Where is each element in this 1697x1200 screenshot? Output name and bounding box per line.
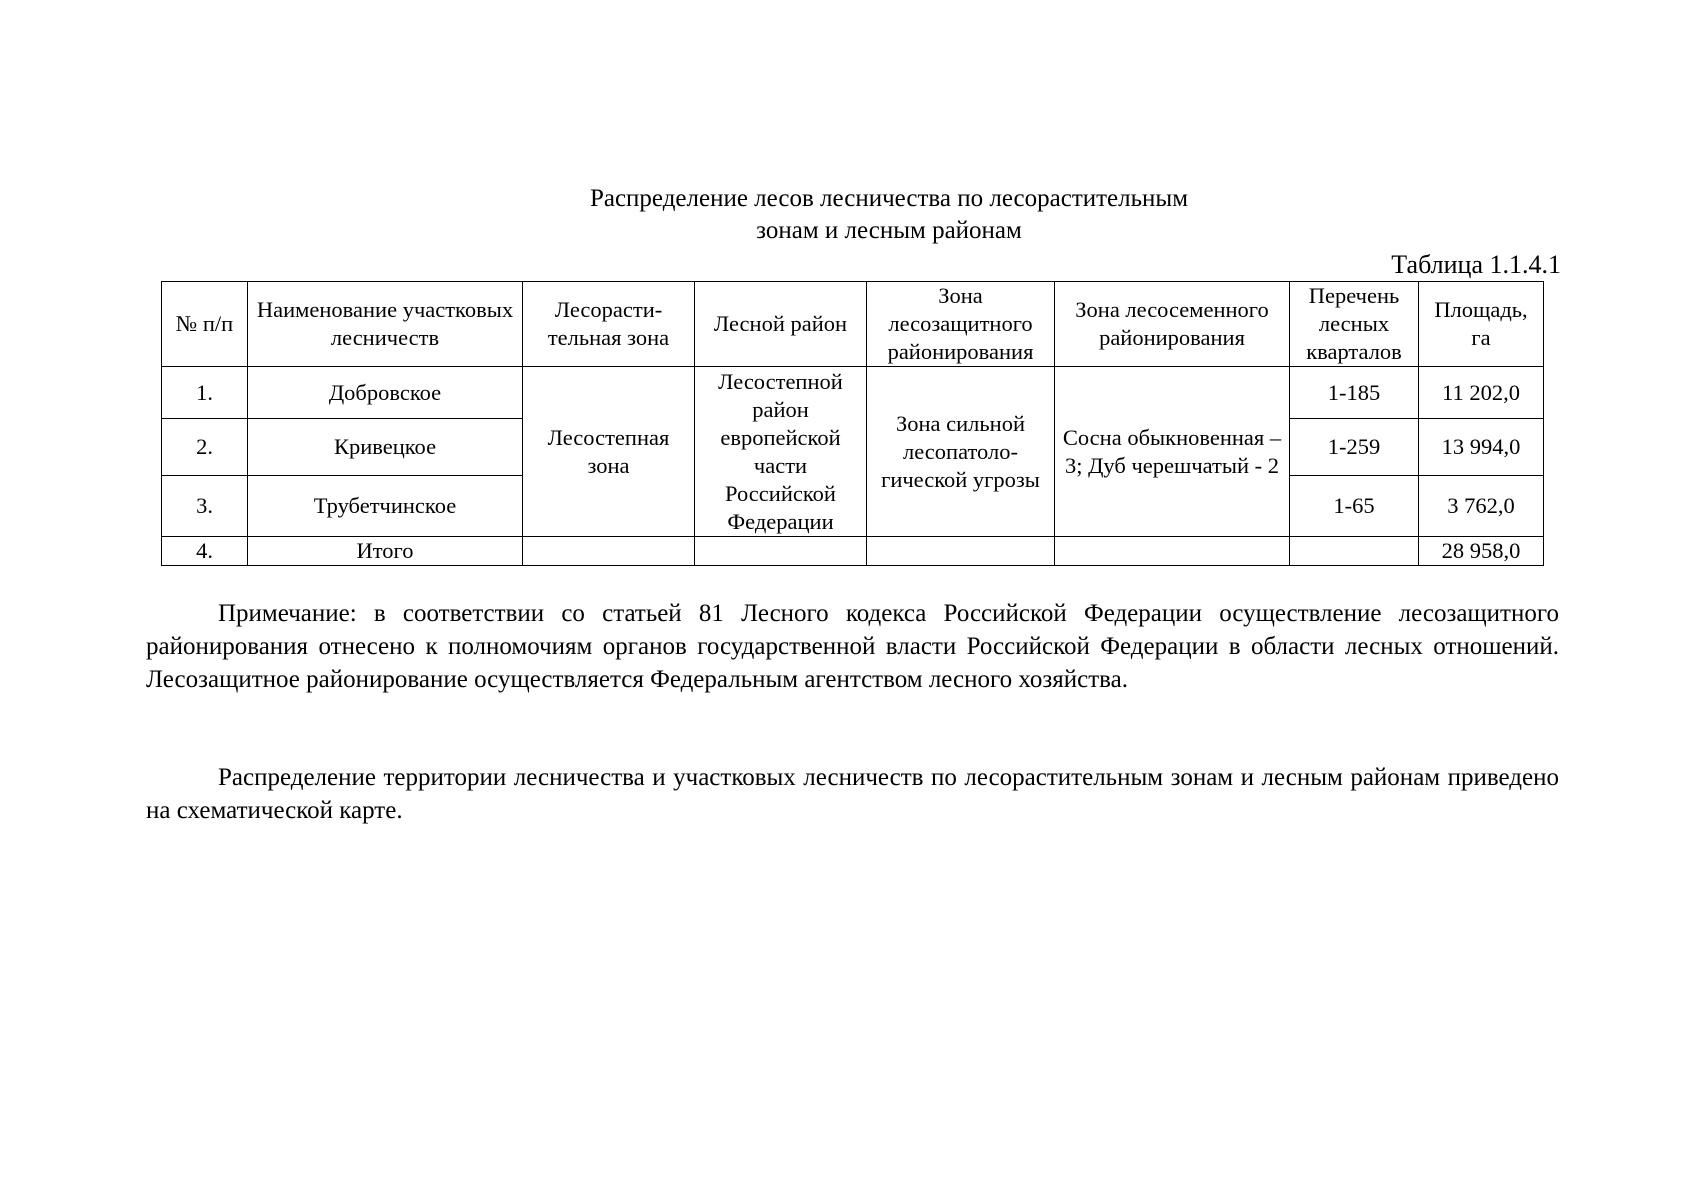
cell-area: 3 762,0 [1419,476,1544,537]
cell-num: 3. [162,476,248,537]
cell-total-area: 28 958,0 [1419,537,1544,566]
cell-district-merged: Лесостепной район европейской части Российской Федерации [695,367,867,537]
note-paragraph: Примечание: в соответствии со статьей 81 Лесного кодекса Российской Федерации осуществление лесозащитного районирования отнесено к полномочиям органов государственной власти Российской Федерации в области лесных отношений. Лесозащитное районирование осуществляется Федеральным агентством лесного хозяйства. [146,600,1559,693]
cell-num: 1. [162,367,248,419]
cell-empty [523,537,695,566]
header-district: Лесной район [695,282,867,367]
table-title [160,183,1618,247]
table-row [162,367,1544,419]
cell-empty [867,537,1055,566]
header-zone: Лесорасти-тельная зона [523,282,695,367]
cell-total-label: Итого [248,537,523,566]
header-seed-zone: Зона лесосеменного районирования [1055,282,1290,367]
header-area: Площадь, га [1419,282,1544,367]
cell-name: Трубетчинское [248,476,523,537]
cell-name: Кривецкое [248,419,523,476]
cell-name: Добровское [248,367,523,419]
cell-zone-merged: Лесостепная зона [523,367,695,537]
cell-protect-merged: Зона сильной лесопатоло-гической угрозы [867,367,1055,537]
header-num: № п/п [162,282,248,367]
table-total-row [162,537,1544,566]
cell-num: 2. [162,419,248,476]
table-title-line-2: зонам и лесным районам [756,217,1022,244]
cell-empty [1290,537,1419,566]
map-reference-paragraph: Распределение территории лесничества и участковых лесничеств по лесорастительным зонам и лесным районам приведено на схематической карте. [146,764,1559,824]
table-title-line-1: Распределение лесов лесничества по лесорастительным [589,185,1189,212]
header-quarters: Перечень лесных кварталов [1290,282,1419,367]
cell-empty [695,537,867,566]
cell-quarters: 1-259 [1290,419,1419,476]
cell-area: 11 202,0 [1419,367,1544,419]
cell-seed-merged: Сосна обыкновенная – 3; Дуб черешчатый - 2 [1055,367,1290,537]
table-number-label: Таблица 1.1.4.1 [1391,250,1561,279]
header-protect-zone: Зона лесозащитного районирования [867,282,1055,367]
forest-distribution-table [161,281,1544,566]
cell-quarters: 1-65 [1290,476,1419,537]
header-name: Наименование участковых лесничеств [248,282,523,367]
cell-empty [1055,537,1290,566]
table-header-row [162,282,1544,367]
cell-area: 13 994,0 [1419,419,1544,476]
cell-quarters: 1-185 [1290,367,1419,419]
cell-total-num: 4. [162,537,248,566]
